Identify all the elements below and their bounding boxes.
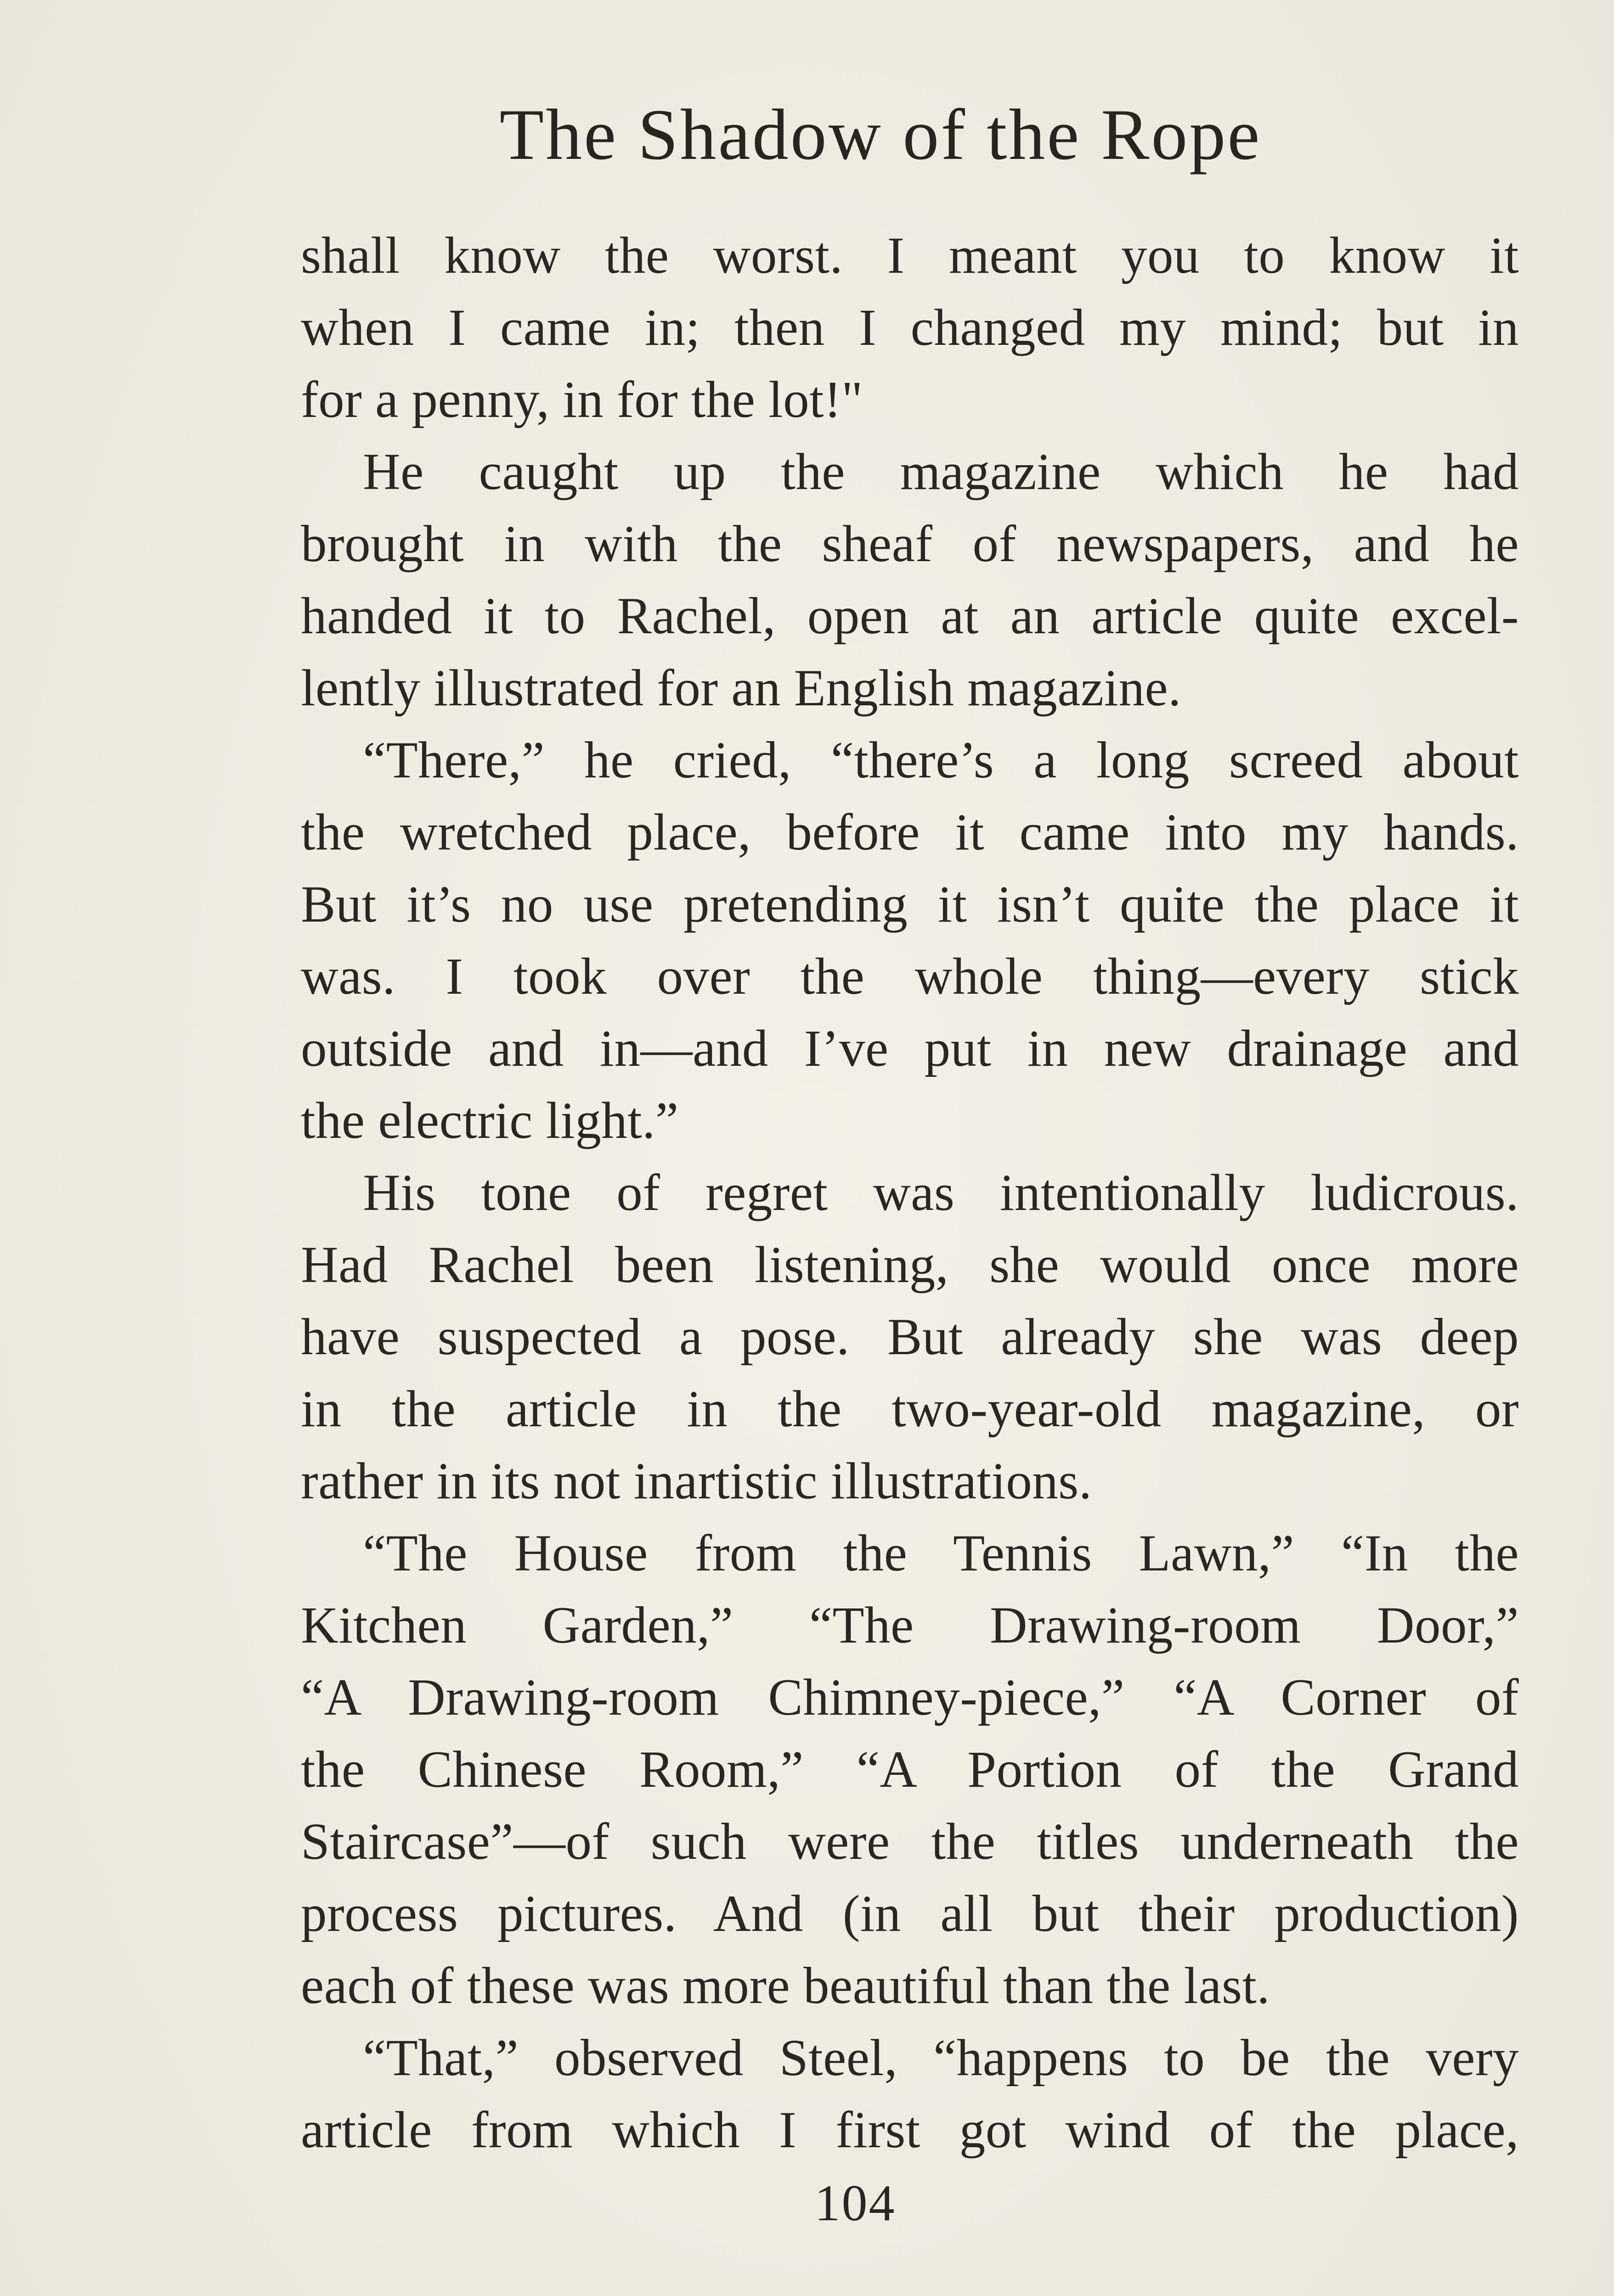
text-line: But it’s no use pretending it isn’t quite the place it: [301, 876, 1519, 933]
text-line: in the article in the two-year-old magazine, or: [301, 1380, 1519, 1438]
text-line: Kitchen Garden,” “The Drawing-room Door,”: [301, 1597, 1519, 1654]
text-line: article from which I first got wind of the place,: [301, 2101, 1519, 2159]
text-line: handed it to Rachel, open at an article quite excel-: [301, 587, 1519, 645]
text-line: rather in its not inartistic illustrations.: [301, 1452, 1092, 1510]
text-line: Had Rachel been listening, she would once more: [301, 1236, 1519, 1294]
text-line: lently illustrated for an English magazine.: [301, 659, 1181, 717]
text-line: He caught up the magazine which he had: [363, 443, 1519, 501]
text-line: for a penny, in for the lot!": [301, 371, 863, 428]
text-line: when I came in; then I changed my mind; but in: [301, 299, 1519, 356]
running-head: The Shadow of the Rope: [499, 95, 1262, 175]
text-line: brought in with the sheaf of newspapers, and he: [301, 515, 1519, 573]
text-line: the wretched place, before it came into my hands.: [301, 804, 1519, 861]
text-line: shall know the worst. I meant you to know it: [301, 227, 1519, 284]
body-text: [301, 219, 1519, 2166]
text-line: “That,” observed Steel, “happens to be the very: [363, 2029, 1519, 2087]
text-line: have suspected a pose. But already she was deep: [301, 1308, 1519, 1366]
text-line: “A Drawing-room Chimney-piece,” “A Corner of: [301, 1669, 1519, 1726]
text-line: each of these was more beautiful than the last.: [301, 1957, 1270, 2015]
text-line: outside and in—and I’ve put in new drainage and: [301, 1020, 1519, 1077]
text-line: Staircase”—of such were the titles underneath the: [301, 1813, 1519, 1870]
text-line: process pictures. And (in all but their production): [301, 1885, 1519, 1942]
text-line: was. I took over the whole thing—every stick: [301, 948, 1519, 1005]
text-line: the electric light.”: [301, 1092, 679, 1149]
text-line: the Chinese Room,” “A Portion of the Grand: [301, 1741, 1519, 1798]
text-line: His tone of regret was intentionally ludicrous.: [363, 1164, 1519, 1221]
page-number: 104: [814, 2175, 896, 2232]
text-line: “The House from the Tennis Lawn,” “In the: [363, 1525, 1519, 1582]
text-line: “There,” he cried, “there’s a long screed about: [363, 732, 1519, 789]
